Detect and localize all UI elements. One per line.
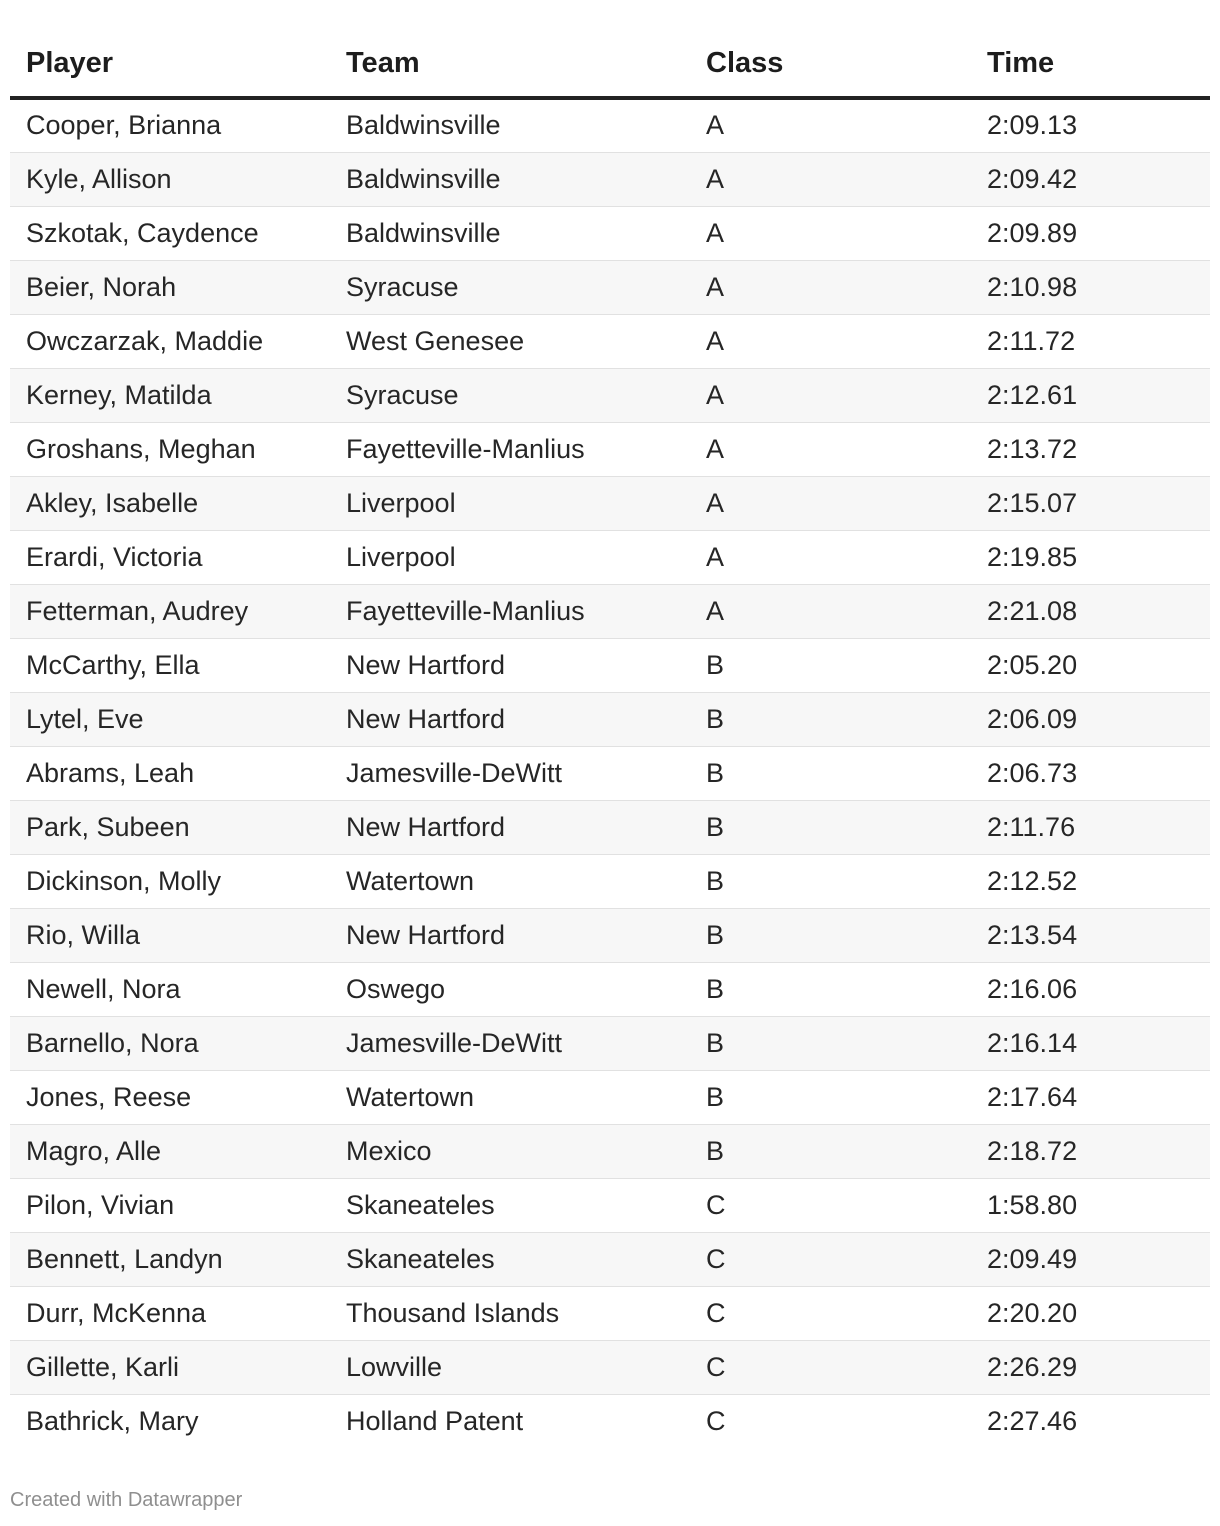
table-row — [10, 152, 1210, 206]
column-header-player[interactable] — [10, 0, 330, 98]
table-row — [10, 1070, 1210, 1124]
cell-class: C — [690, 1178, 971, 1232]
cell-player: Erardi, Victoria — [10, 530, 330, 584]
cell-time: 2:16.06 — [971, 962, 1210, 1016]
table-row — [10, 1016, 1210, 1070]
cell-team: Syracuse — [330, 260, 690, 314]
cell-time: 2:27.46 — [987, 1405, 1078, 1436]
cell-team: West Genesee — [330, 314, 690, 368]
table-row — [10, 1340, 1210, 1394]
cell-time: 2:17.64 — [971, 1070, 1210, 1124]
table-row — [10, 908, 1210, 962]
cell-time: 2:06.09 — [971, 692, 1210, 746]
cell-player: McCarthy, Ella — [10, 638, 330, 692]
cell-player: Rio, Willa — [10, 908, 330, 962]
cell-class: C — [690, 1340, 971, 1394]
cell-class: A — [690, 152, 971, 206]
cell-team: Syracuse — [330, 368, 690, 422]
column-header-label: Team — [346, 46, 420, 79]
cell-class: B — [690, 1070, 971, 1124]
cell-player: Park, Subeen — [10, 800, 330, 854]
table-row — [10, 1178, 1210, 1232]
cell-time: 2:12.61 — [971, 368, 1210, 422]
cell-team: Jamesville-DeWitt — [330, 746, 690, 800]
cell-time: 2:11.76 — [971, 800, 1210, 854]
cell-class: C — [690, 1286, 971, 1340]
table-row — [10, 800, 1210, 854]
table-row — [10, 422, 1210, 476]
cell-player: Jones, Reese — [10, 1070, 330, 1124]
cell-class: A — [690, 314, 971, 368]
table-row — [10, 962, 1210, 1016]
cell-time: 2:09.49 — [971, 1232, 1210, 1286]
cell-player: Durr, McKenna — [10, 1286, 330, 1340]
cell-class: A — [690, 206, 971, 260]
cell-class: A — [690, 368, 971, 422]
cell-time: 2:21.08 — [971, 584, 1210, 638]
column-header-class[interactable] — [690, 0, 971, 98]
cell-time: 2:13.72 — [971, 422, 1210, 476]
cell-class: B — [690, 908, 971, 962]
cell-team: New Hartford — [330, 638, 690, 692]
cell-player: Newell, Nora — [10, 962, 330, 1016]
cell-player: Szkotak, Caydence — [10, 206, 330, 260]
column-header-time[interactable] — [971, 0, 1210, 98]
cell-time: 2:11.72 — [971, 314, 1210, 368]
cell-team: Skaneateles — [330, 1178, 690, 1232]
cell-class: C — [706, 1405, 726, 1436]
cell-class: B — [690, 962, 971, 1016]
column-header-label: Player — [26, 46, 114, 79]
column-header-label: Class — [706, 46, 784, 79]
table-body — [10, 98, 1210, 1448]
cell-class: A — [690, 260, 971, 314]
cell-player: Gillette, Karli — [10, 1340, 330, 1394]
cell-team: Watertown — [330, 854, 690, 908]
cell-class: B — [690, 692, 971, 746]
table-row — [10, 368, 1210, 422]
cell-time: 2:19.85 — [971, 530, 1210, 584]
cell-player: Bathrick, Mary — [26, 1405, 199, 1436]
table-row — [10, 476, 1210, 530]
cell-player: Lytel, Eve — [10, 692, 330, 746]
cell-team: Thousand Islands — [330, 1286, 690, 1340]
cell-team: New Hartford — [330, 800, 690, 854]
cell-player: Akley, Isabelle — [10, 476, 330, 530]
cell-time: 2:05.20 — [971, 638, 1210, 692]
table-row — [10, 746, 1210, 800]
cell-player: Groshans, Meghan — [10, 422, 330, 476]
cell-player: Abrams, Leah — [10, 746, 330, 800]
cell-team: Baldwinsville — [330, 152, 690, 206]
cell-time: 2:16.14 — [971, 1016, 1210, 1070]
results-table — [10, 0, 1210, 1448]
cell-player: Beier, Norah — [10, 260, 330, 314]
table-header — [10, 0, 1210, 98]
cell-time: 2:26.29 — [971, 1340, 1210, 1394]
cell-player: Kyle, Allison — [10, 152, 330, 206]
cell-team: Watertown — [330, 1070, 690, 1124]
cell-team: Fayetteville-Manlius — [330, 584, 690, 638]
cell-time: 1:58.80 — [971, 1178, 1210, 1232]
cell-team: Skaneateles — [330, 1232, 690, 1286]
column-header-label: Time — [987, 46, 1055, 79]
table-row — [10, 1286, 1210, 1340]
cell-player: Kerney, Matilda — [10, 368, 330, 422]
cell-class: A — [690, 530, 971, 584]
cell-team: Baldwinsville — [330, 206, 690, 260]
cell-player: Pilon, Vivian — [10, 1178, 330, 1232]
table-row — [10, 206, 1210, 260]
cell-team: Liverpool — [330, 476, 690, 530]
cell-time: 2:12.52 — [971, 854, 1210, 908]
cell-time: 2:13.54 — [971, 908, 1210, 962]
cell-class: A — [690, 98, 971, 152]
table-row — [10, 692, 1210, 746]
cell-team: Baldwinsville — [330, 98, 690, 152]
cell-team: Mexico — [330, 1124, 690, 1178]
column-header-team[interactable] — [330, 0, 690, 98]
cell-player: Fetterman, Audrey — [10, 584, 330, 638]
cell-class: A — [690, 422, 971, 476]
datawrapper-credit[interactable]: Created with Datawrapper — [10, 1489, 243, 1511]
table-row — [10, 314, 1210, 368]
cell-time: 2:09.42 — [971, 152, 1210, 206]
cell-class: B — [690, 638, 971, 692]
cell-team: Liverpool — [330, 530, 690, 584]
cell-player: Owczarzak, Maddie — [10, 314, 330, 368]
table-row — [10, 1124, 1210, 1178]
cell-team: Lowville — [330, 1340, 690, 1394]
cell-team: New Hartford — [330, 908, 690, 962]
table-row — [10, 854, 1210, 908]
cell-player: Magro, Alle — [10, 1124, 330, 1178]
cell-time: 2:09.89 — [971, 206, 1210, 260]
cell-team: Holland Patent — [346, 1405, 524, 1436]
cell-team: Fayetteville-Manlius — [330, 422, 690, 476]
table-row — [10, 638, 1210, 692]
table-row — [10, 98, 1210, 152]
table-row — [10, 1232, 1210, 1286]
cell-class: B — [690, 800, 971, 854]
cell-class: B — [690, 1016, 971, 1070]
results-table-container — [10, 0, 1210, 1448]
table-row — [10, 584, 1210, 638]
cell-time: 2:20.20 — [971, 1286, 1210, 1340]
cell-time: 2:10.98 — [971, 260, 1210, 314]
table-row — [10, 1394, 1210, 1448]
cell-player: Bennett, Landyn — [10, 1232, 330, 1286]
cell-class: A — [690, 476, 971, 530]
cell-class: A — [690, 584, 971, 638]
cell-time: 2:15.07 — [971, 476, 1210, 530]
cell-class: B — [690, 746, 971, 800]
cell-player: Cooper, Brianna — [10, 98, 330, 152]
cell-team: Jamesville-DeWitt — [330, 1016, 690, 1070]
cell-time: 2:06.73 — [971, 746, 1210, 800]
table-row — [10, 260, 1210, 314]
cell-time: 2:18.72 — [971, 1124, 1210, 1178]
cell-time: 2:09.13 — [971, 98, 1210, 152]
cell-player: Barnello, Nora — [10, 1016, 330, 1070]
header-row — [10, 0, 1210, 98]
table-row — [10, 530, 1210, 584]
cell-class: B — [690, 854, 971, 908]
cell-class: C — [690, 1232, 971, 1286]
cell-class: B — [690, 1124, 971, 1178]
cell-player: Dickinson, Molly — [10, 854, 330, 908]
cell-team: New Hartford — [330, 692, 690, 746]
cell-team: Oswego — [330, 962, 690, 1016]
